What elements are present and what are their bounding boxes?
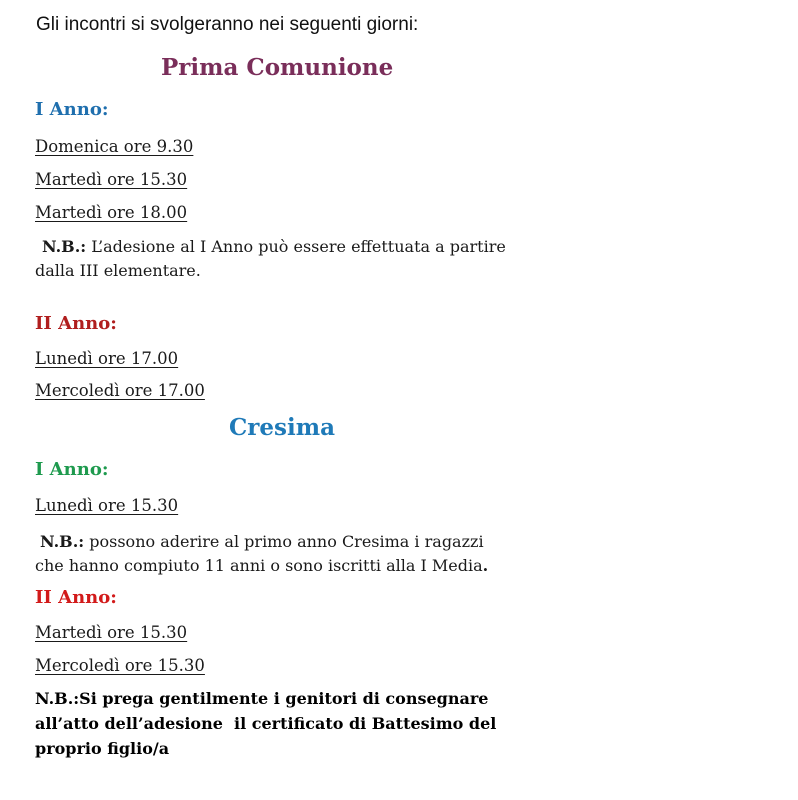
cr-anno2-schedule-item: Mercoledì ore 15.30 — [35, 656, 205, 675]
intro-text: Gli incontri si svolgeranno nei seguenti giorni: — [36, 14, 419, 35]
final-note-line: proprio figlio/a — [35, 739, 170, 758]
note-line: L’adesione al I Anno può essere effettuata a partire — [86, 237, 506, 256]
cr-anno2-schedule-item: Martedì ore 15.30 — [35, 623, 188, 642]
cr-anno1-note — [40, 530, 484, 554]
pc-anno1-schedule-item: Domenica ore 9.30 — [35, 137, 194, 156]
note-prefix: N.B.: — [42, 237, 87, 256]
note-line: che hanno compiuto 11 anni o sono iscritti alla I Media — [35, 556, 483, 575]
section-title-prima-comunione: Prima Comunione — [161, 54, 394, 81]
pc-anno1-heading: I Anno: — [35, 99, 109, 120]
pc-anno1-schedule-item: Martedì ore 15.30 — [35, 170, 188, 189]
pc-anno1-note-line2: dalla III elementare. — [35, 261, 201, 280]
cr-anno1-note-line2 — [35, 554, 488, 578]
final-note-line: N.B.:Si prega gentilmente i genitori di consegnare — [35, 689, 489, 708]
final-note-line: all’atto dell’adesione il certificato di Battesimo del — [35, 714, 497, 733]
note-end: . — [482, 556, 489, 575]
pc-anno2-heading: II Anno: — [35, 313, 117, 334]
section-title-cresima: Cresima — [229, 414, 335, 441]
note-line: possono aderire al primo anno Cresima i ragazzi — [84, 532, 484, 551]
cr-anno1-schedule-item: Lunedì ore 15.30 — [35, 496, 179, 515]
cr-anno1-heading: I Anno: — [35, 459, 109, 480]
note-prefix: N.B.: — [40, 532, 85, 551]
pc-anno1-note — [42, 235, 506, 259]
pc-anno2-schedule-item: Lunedì ore 17.00 — [35, 349, 179, 368]
final-note — [35, 686, 535, 761]
pc-anno1-schedule-item: Martedì ore 18.00 — [35, 203, 188, 222]
cr-anno2-heading: II Anno: — [35, 587, 117, 608]
pc-anno2-schedule-item: Mercoledì ore 17.00 — [35, 381, 205, 400]
